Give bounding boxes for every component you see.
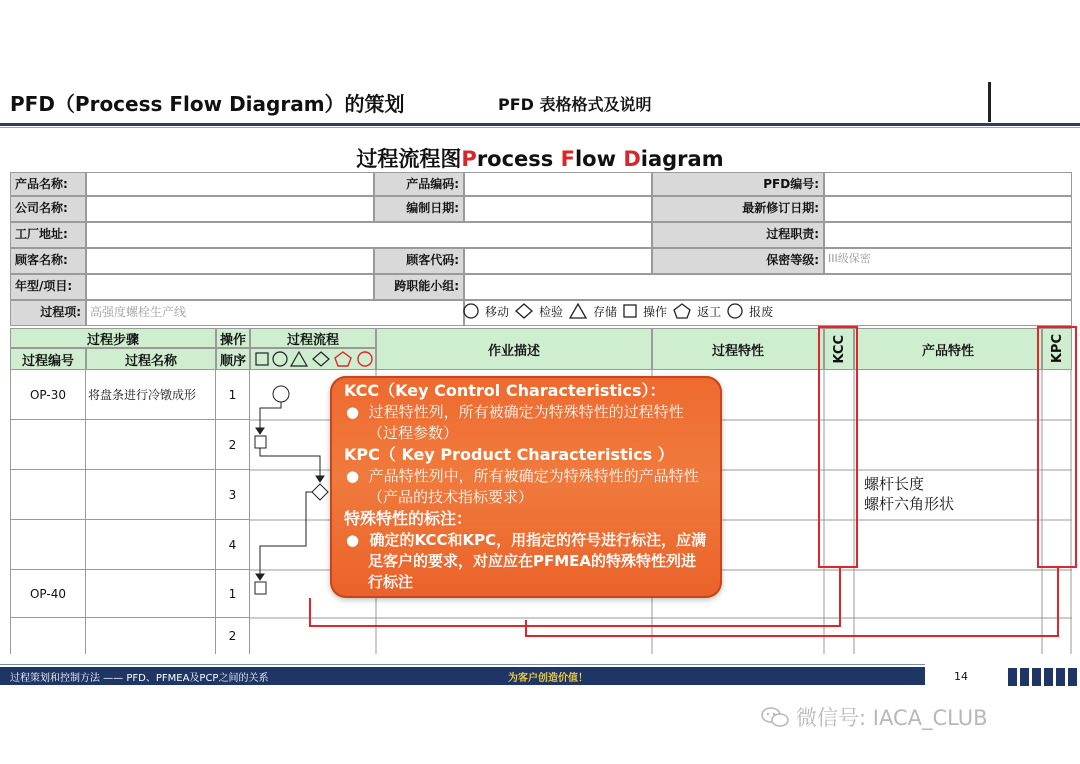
bullet-icon: ● <box>346 531 360 549</box>
label-process-owner: 过程职责: <box>652 222 824 248</box>
th-steps: 过程步骤 <box>10 328 216 348</box>
legend-store: 存储 <box>593 304 618 319</box>
title-letter-p: P <box>461 147 477 171</box>
label-model-project: 年型/项目: <box>10 274 86 300</box>
field-process-item[interactable]: 高强度螺栓生产线 <box>86 300 464 326</box>
field-cft[interactable] <box>464 274 1072 300</box>
flow-symbols-icons <box>254 350 375 368</box>
callout-kcc-title: KCC（Key Control Characteristics）： <box>344 381 666 400</box>
label-latest-rev-date: 最新修订日期: <box>652 196 824 222</box>
kpc-highlight <box>1037 326 1077 568</box>
th-op: 操作 <box>216 328 250 348</box>
cell-seq: 1 <box>228 586 237 601</box>
footer-bar <box>0 667 925 685</box>
label-product-name: 产品名称: <box>10 172 86 196</box>
callout-mark-text: 确定的KCC和KPC，用指定的符号进行标注，应满足客户的要求，对应应在PFMEA的特殊特性列进行标注 <box>368 531 707 591</box>
table-row-no <box>10 370 86 420</box>
table-row-seq <box>216 420 250 470</box>
label-factory-address: 工厂地址: <box>10 222 86 248</box>
cell-process-name: 将盘条进行冷镦成形 <box>88 388 197 402</box>
field-process-owner[interactable] <box>824 222 1072 248</box>
callout-mark-title: 特殊特性的标注： <box>344 509 473 528</box>
cell-product-char: 螺杆长度 螺杆六角形状 <box>864 475 955 513</box>
th-process-char: 过程特性 <box>652 328 824 370</box>
label-customer-code: 顾客代码: <box>374 248 464 274</box>
header-rule <box>0 123 1080 126</box>
field-compile-date[interactable] <box>464 196 652 222</box>
callout-kcc-text: 过程特性列，所有被确定为特殊特性的过程特性（过程参数） <box>368 403 684 442</box>
watermark-text: 微信号: IACA_CLUB <box>796 706 988 730</box>
table-row-no <box>10 520 86 570</box>
table-row-seq <box>216 520 250 570</box>
doc-title <box>0 143 1080 173</box>
cell-process-no: OP-40 <box>29 586 67 601</box>
footer-rule <box>0 664 925 665</box>
label-customer-name: 顾客名称: <box>10 248 86 274</box>
th-product-char: 产品特性 <box>854 328 1042 370</box>
field-customer-code[interactable] <box>464 248 652 274</box>
footer-slogan: 为客户创造价值！ <box>508 673 588 684</box>
callout-kcc-body <box>344 402 708 444</box>
th-flow-symbols <box>250 348 376 370</box>
cell-process-no: OP-30 <box>29 387 67 402</box>
legend-move: 移动 <box>485 304 510 319</box>
callout-kpc-title: KPC（ Key Product Characteristics ） <box>344 445 674 464</box>
label-process-item: 过程项: <box>10 300 86 326</box>
field-customer-name[interactable] <box>86 248 374 274</box>
table-row-seq <box>216 570 250 618</box>
circle-icon <box>463 303 479 319</box>
th-flow: 过程流程 <box>250 328 376 348</box>
footer-blocks <box>1008 668 1080 686</box>
page-subtitle: PFD 表格格式及说明 <box>498 95 652 114</box>
field-product-code[interactable] <box>464 172 652 196</box>
table-row-seq <box>216 470 250 520</box>
page-number: 14 <box>954 670 968 683</box>
cell-seq: 2 <box>228 629 237 643</box>
title-letter-f: F <box>560 147 575 171</box>
legend-inspect: 检验 <box>539 304 564 319</box>
label-security-level: 保密等级: <box>652 248 824 274</box>
table-row-name <box>86 520 216 570</box>
symbol-legend <box>463 300 823 322</box>
doc-title-cn: 过程流程图 <box>356 147 462 171</box>
table-row-name <box>86 370 216 420</box>
table-row-name <box>86 470 216 520</box>
square-icon <box>623 304 637 318</box>
header-rule-thin <box>0 127 1080 128</box>
table-row-seq <box>216 618 250 654</box>
bullet-icon: ● <box>346 403 360 421</box>
table-row-seq <box>216 370 250 420</box>
title-letter-d: D <box>623 147 641 171</box>
footer-left-text: 过程策划和控制方法 —— PFD、PFMEA及PCP之间的关系 <box>10 673 269 684</box>
table-row-name <box>86 618 216 654</box>
circle-icon <box>727 303 743 319</box>
label-compile-date: 编制日期: <box>374 196 464 222</box>
label-pfd-no: PFD编号: <box>652 172 824 196</box>
callout-kpc-text: 产品特性列中，所有被确定为特殊特性的产品特性（产品的技术指标要求） <box>368 467 699 506</box>
cell-seq: 3 <box>228 487 237 502</box>
field-factory-address[interactable] <box>86 222 652 248</box>
field-security-level[interactable]: III级保密 <box>824 248 1072 274</box>
watermark <box>760 702 988 732</box>
callout-kpc-body <box>344 466 708 508</box>
bullet-icon: ● <box>346 467 360 485</box>
label-cft: 跨职能小组: <box>374 274 464 300</box>
th-operation-desc: 作业描述 <box>376 328 652 370</box>
kcc-highlight <box>818 326 858 568</box>
table-row-name <box>86 420 216 470</box>
triangle-icon <box>569 303 587 319</box>
legend-operate: 操作 <box>643 304 668 319</box>
field-latest-rev-date[interactable] <box>824 196 1072 222</box>
table-row-no <box>10 618 86 654</box>
th-kcc-label: KCC <box>831 334 847 364</box>
field-company-name[interactable] <box>86 196 374 222</box>
title-rest-diagram: iagram <box>640 147 724 171</box>
wechat-icon <box>760 705 790 729</box>
legend-scrap: 报废 <box>749 304 774 319</box>
header-divider <box>988 82 991 122</box>
title-rest-flow: low <box>574 147 624 171</box>
field-pfd-no[interactable] <box>824 172 1072 196</box>
th-seq: 顺序 <box>216 348 250 370</box>
th-process-no: 过程编号 <box>10 348 86 370</box>
cell-seq: 1 <box>228 387 237 402</box>
label-company-name: 公司名称: <box>10 196 86 222</box>
diamond-icon <box>515 303 533 319</box>
pentagon-icon <box>673 303 691 319</box>
cell-seq: 2 <box>228 437 237 452</box>
cell-seq: 4 <box>228 537 237 552</box>
title-rest-process: rocess <box>476 147 561 171</box>
kcc-kpc-callout <box>330 376 722 598</box>
callout-mark-body <box>344 530 708 593</box>
label-product-code: 产品编码: <box>374 172 464 196</box>
table-row-no <box>10 570 86 618</box>
th-process-name: 过程名称 <box>86 348 216 370</box>
table-row-name <box>86 570 216 618</box>
th-kpc-label: KPC <box>1049 334 1065 364</box>
table-row-no <box>10 420 86 470</box>
field-product-name[interactable] <box>86 172 374 196</box>
table-row-no <box>10 470 86 520</box>
page-title: PFD（Process Flow Diagram）的策划 <box>10 92 405 116</box>
field-model-project[interactable] <box>86 274 374 300</box>
legend-rework: 返工 <box>697 304 722 319</box>
